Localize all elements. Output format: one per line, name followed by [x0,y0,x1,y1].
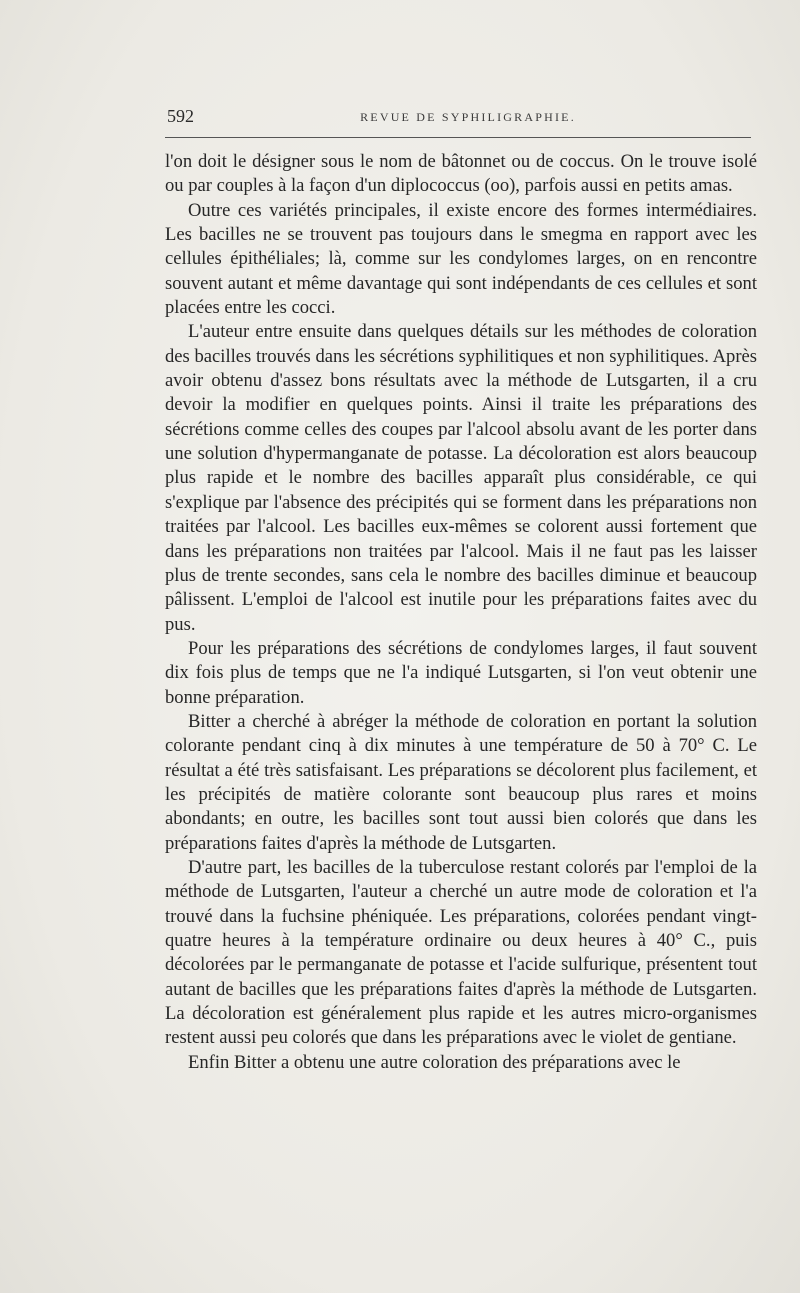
paragraph: D'autre part, les bacilles de la tuberculose restant colorés par l'emploi de la méthode de Lutsgarten, l'auteur a cherché un autre mode de coloration et l'a trouvé dans la fuchsine phéniquée. Les préparations, colorées pendant vingt-quatre heures à la température ordinaire ou deux heures à 40° C., puis décolorées par le permanganate de potasse et l'acide sulfurique, présentent tout autant de bacilles que les préparations faites d'après la méthode de Lutsgarten. La décoloration est généralement plus rapide et les autres micro-organismes restent aussi peu colorés que dans les préparations avec le violet de gentiane. [165,856,757,1049]
paragraph: Enfin Bitter a obtenu une autre coloration des préparations avec le [188,1051,681,1073]
paragraph: Bitter a cherché à abréger la méthode de coloration en portant la solution colorante pendant cinq à dix minutes à une température de 50 à 70° C. Le résultat a été très satisfaisant. Les préparations se décolorent plus facilement, et les précipités de matière colorante sont beaucoup plus rares et moins abondants; en outre, les bacilles sont tout aussi bien colorés que dans les préparations faites d'après la méthode de Lutsgarten. [165,710,757,854]
running-title: REVUE DE SYPHILIGRAPHIE. [360,110,576,124]
body-text [165,150,757,1075]
paragraph: Outre ces variétés principales, il existe encore des formes intermédiaires. Les bacilles ne se trouvent pas toujours dans le smegma en rapport avec les cellules épithéliales; là, comme sur les condylomes larges, on en rencontre souvent autant et même davantage qui sont indépendants de ces cellules et sont placées entre les cocci. [165,199,757,319]
header-rule [165,137,751,138]
page-header [165,106,757,132]
paragraph: Pour les préparations des sécrétions de condylomes larges, il faut souvent dix fois plus de temps que ne l'a indiqué Lutsgarten, si l'on veut obtenir une bonne préparation. [165,637,757,708]
paragraph-continued: l'on doit le désigner sous le nom de bâtonnet ou de coccus. On le trouve isolé ou par couples à la façon d'un diplococcus (oo), parfois aussi en petits amas. [165,151,757,197]
page-number: 592 [167,106,194,126]
paragraph: L'auteur entre ensuite dans quelques détails sur les méthodes de coloration des bacilles trouvés dans les sécrétions syphilitiques et non syphilitiques. Après avoir obtenu d'assez bons résultats avec la méthode de Lutsgarten, il a cru devoir la modifier en quelques points. Ainsi il traite les préparations des sécrétions comme celles des coupes par l'alcool absolu avant de les porter dans une solution d'hypermanganate de potasse. La décoloration est alors beaucoup plus rapide et le nombre des bacilles apparaît plus considérable, ce qui s'explique par l'absence des précipités qui se forment dans les préparations non traitées par l'alcool. Les bacilles eux-mêmes se colorent aussi fortement que dans les préparations non traitées par l'alcool. Mais il ne faut pas les laisser plus de trente secondes, sans cela le nombre des bacilles diminue et beaucoup pâlissent. L'emploi de l'alcool est inutile pour les préparations faites avec du pus. [165,321,757,635]
